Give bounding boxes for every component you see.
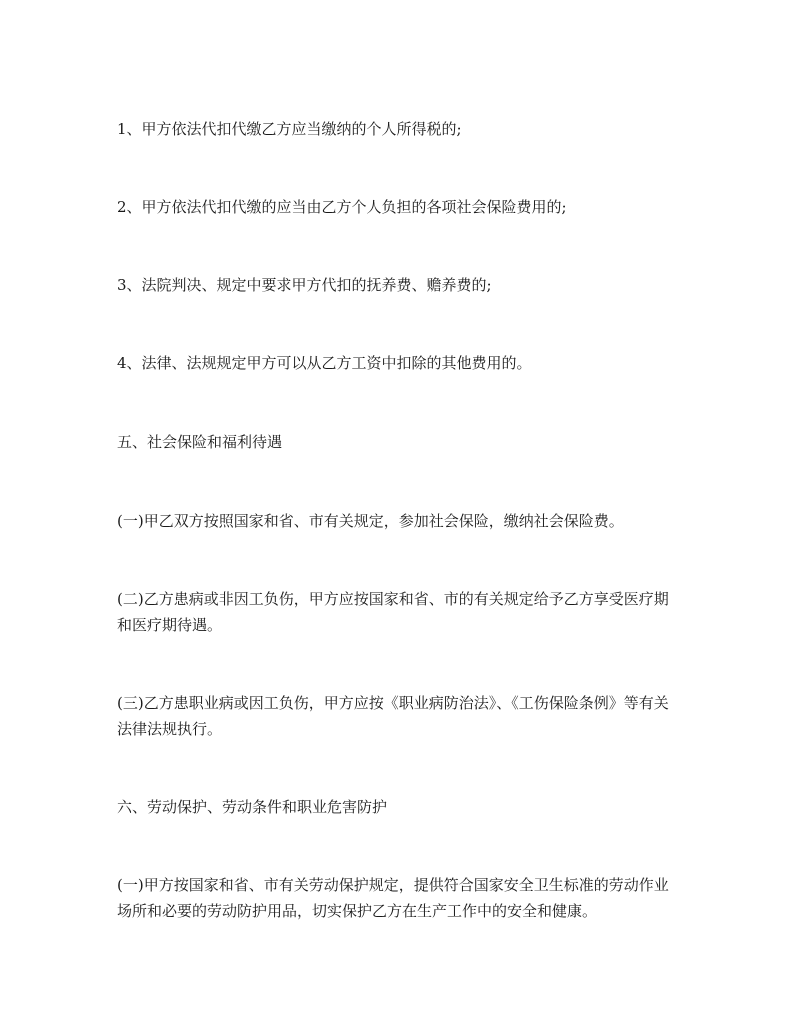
paragraph-deduction-income-tax: 1、甲方依法代扣代缴乙方应当缴纳的个人所得税的; bbox=[117, 120, 462, 138]
paragraph-occupational-injury: (三)乙方患职业病或因工负伤，甲方应按《职业病防治法》、《工伤保险条例》等有关法律法规执行。 bbox=[117, 694, 669, 738]
paragraph-deduction-social-insurance: 2、甲方依法代扣代缴的应当由乙方个人负担的各项社会保险费用的; bbox=[117, 198, 567, 216]
paragraph-sick-leave-treatment: (二)乙方患病或非因工负伤，甲方应按国家和省、市的有关规定给予乙方享受医疗期和医疗期待遇。 bbox=[117, 590, 669, 634]
section-heading-labor-protection: 六、劳动保护、劳动条件和职业危害防护 bbox=[117, 798, 388, 816]
paragraph-deduction-court-alimony: 3、法院判决、规定中要求甲方代扣的抚养费、赡养费的; bbox=[117, 276, 492, 294]
section-heading-social-insurance: 五、社会保险和福利待遇 bbox=[117, 433, 283, 451]
paragraph-deduction-other-legal: 4、法律、法规规定甲方可以从乙方工资中扣除的其他费用的。 bbox=[117, 354, 532, 372]
paragraph-insurance-participation: (一)甲乙双方按照国家和省、市有关规定，参加社会保险，缴纳社会保险费。 bbox=[117, 512, 624, 530]
paragraph-labor-protection-provision: (一)甲方按国家和省、市有关劳动保护规定，提供符合国家安全卫生标准的劳动作业场所和必要的劳动防护用品，切实保护乙方在生产工作中的安全和健康。 bbox=[117, 876, 669, 920]
